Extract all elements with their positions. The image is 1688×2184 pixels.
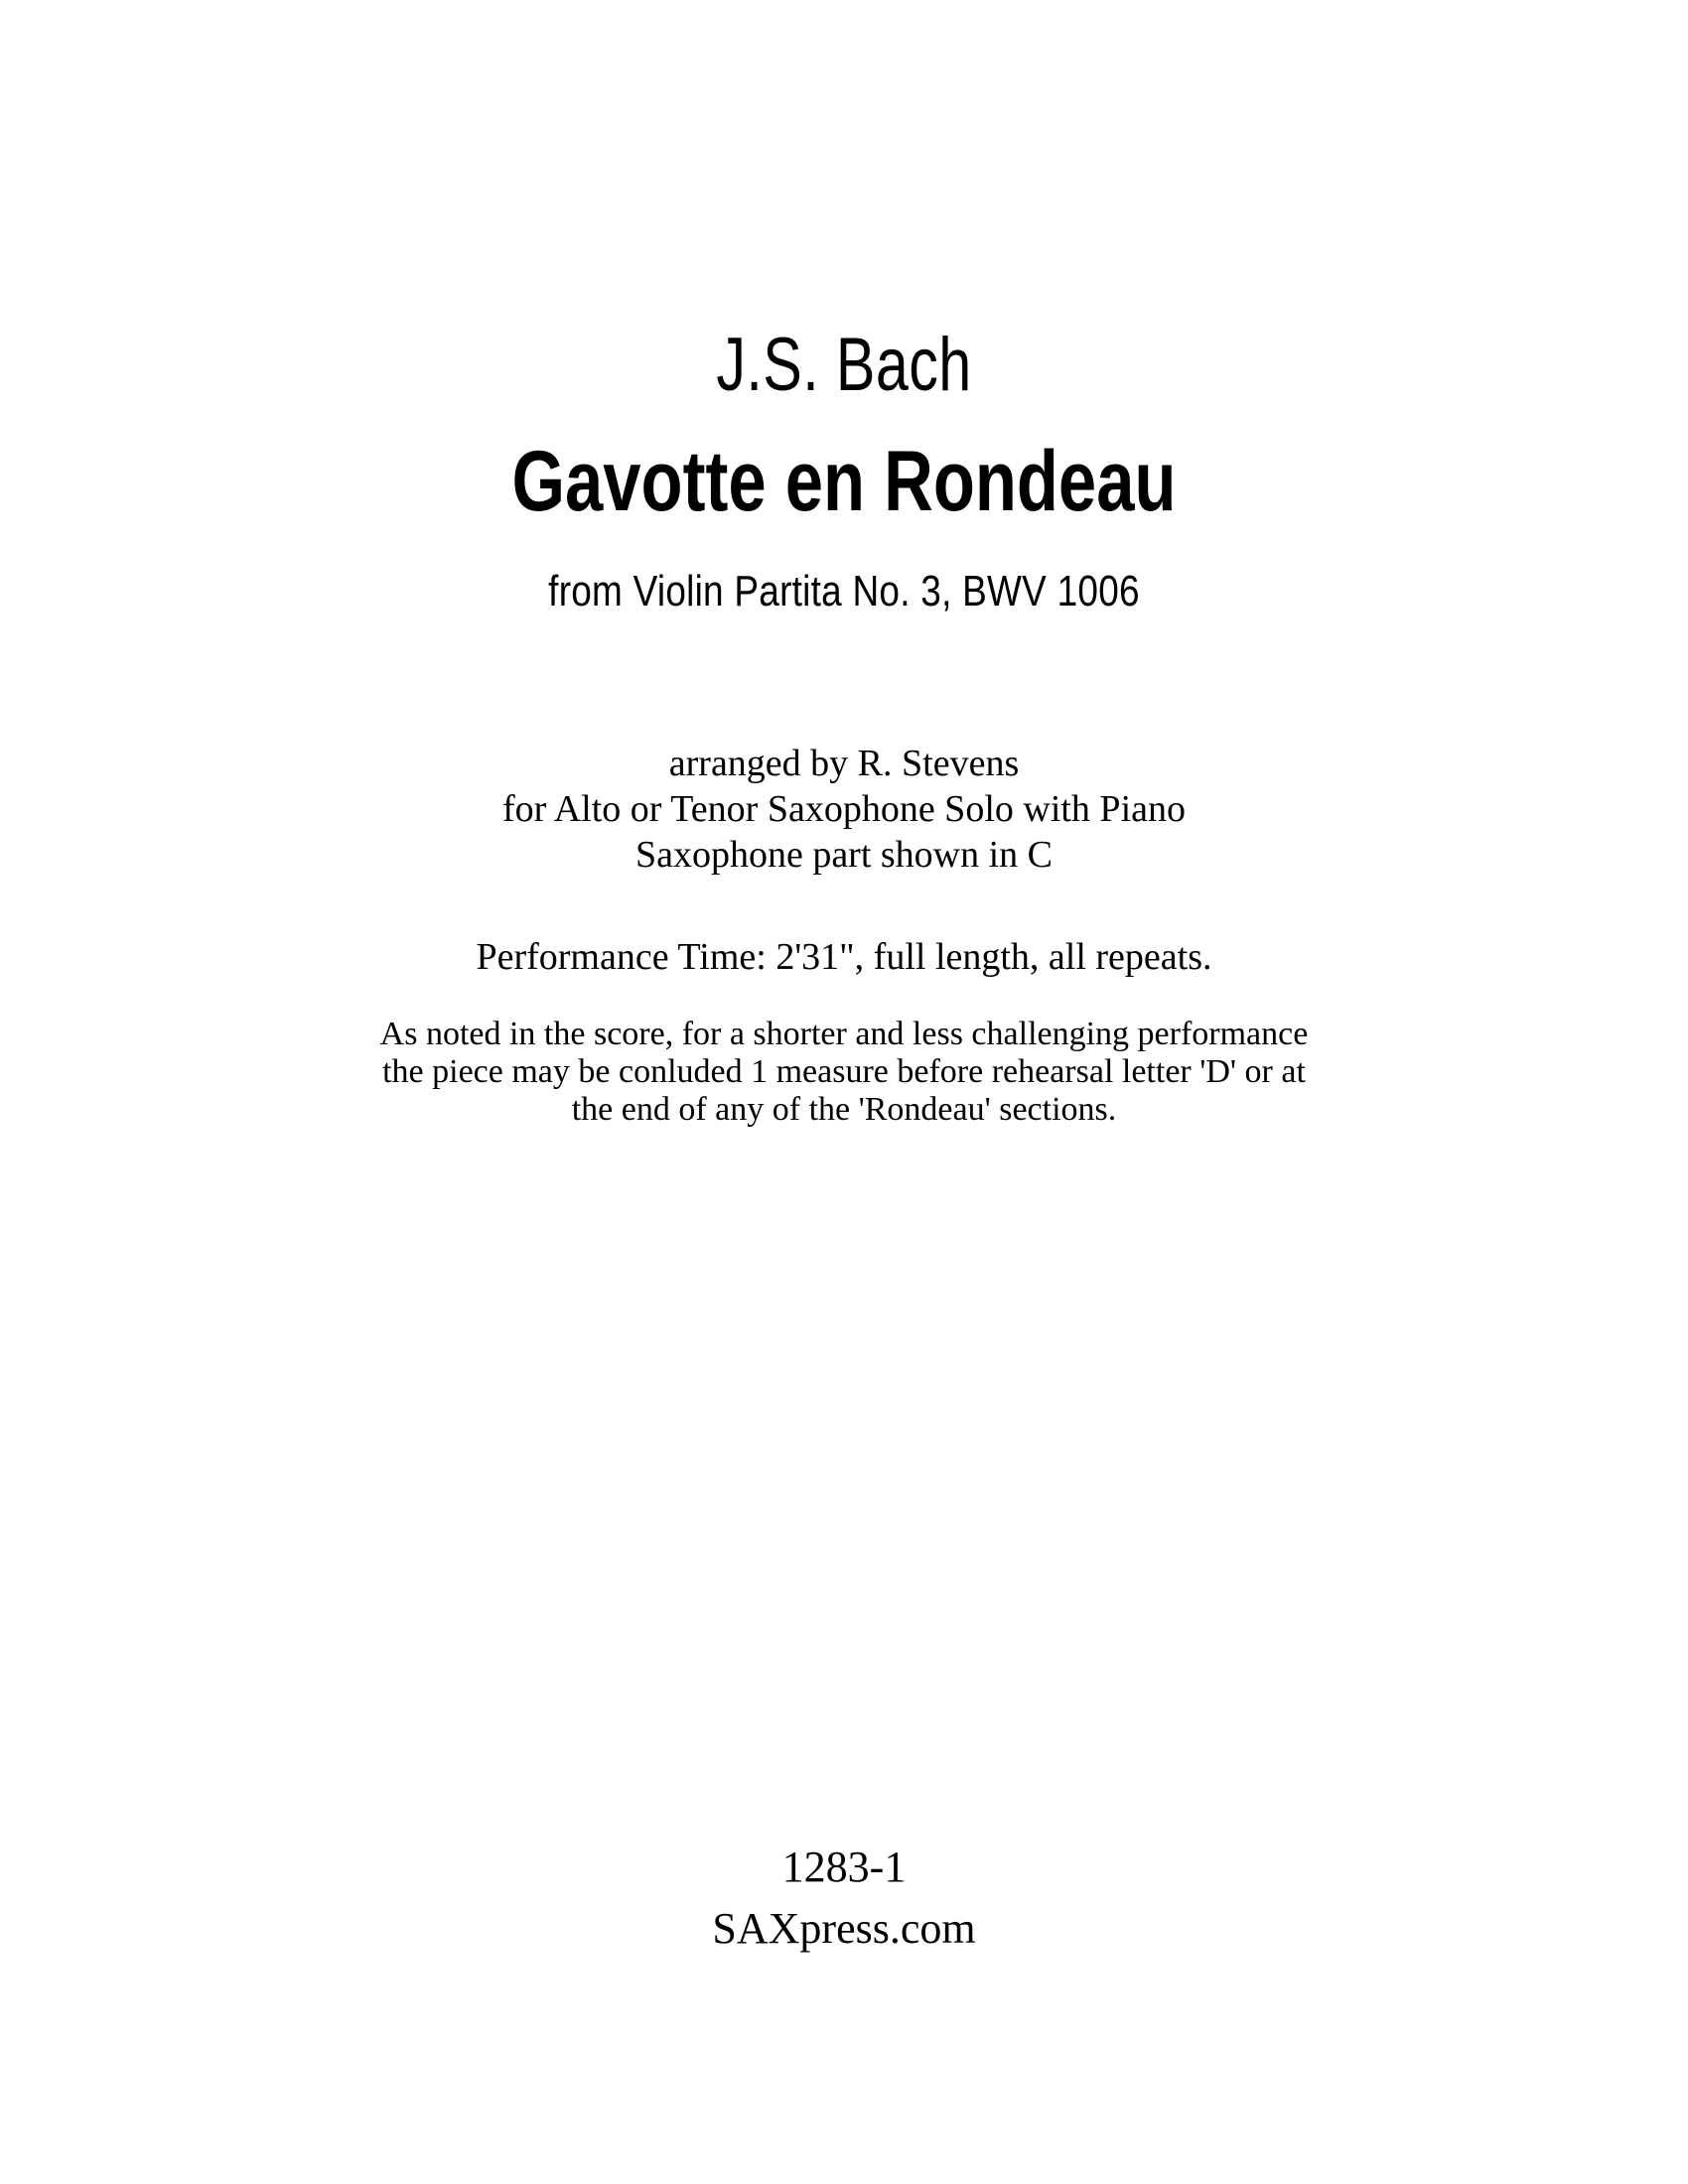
performance-note-block <box>367 1016 1321 1129</box>
transposition-credit: Saxophone part shown in C <box>634 834 1054 876</box>
footer <box>0 1842 1688 1955</box>
catalog-number: 1283-1 <box>781 1843 907 1891</box>
performance-time-text: Performance Time: 2'31", full length, all repeats. <box>476 936 1212 978</box>
page-title: Gavotte en Rondeau <box>511 434 1177 529</box>
publisher-name: SAXpress.com <box>712 1904 976 1953</box>
credits-block <box>0 741 1688 878</box>
arranger-credit: arranged by R. Stevens <box>668 743 1020 784</box>
performance-note-line: the end of any of the 'Rondeau' sections. <box>571 1091 1117 1128</box>
title-block <box>0 323 1688 615</box>
performance-note-line: As noted in the score, for a shorter and less challenging performance <box>379 1016 1309 1052</box>
work-source-subtitle: from Violin Partita No. 3, BWV 1006 <box>548 567 1140 615</box>
composer-name: J.S. Bach <box>716 323 972 407</box>
instrumentation-credit: for Alto or Tenor Saxophone Solo with Piano <box>502 788 1186 830</box>
performance-note-line: the piece may be conluded 1 measure before rehearsal letter 'D' or at <box>382 1053 1306 1090</box>
